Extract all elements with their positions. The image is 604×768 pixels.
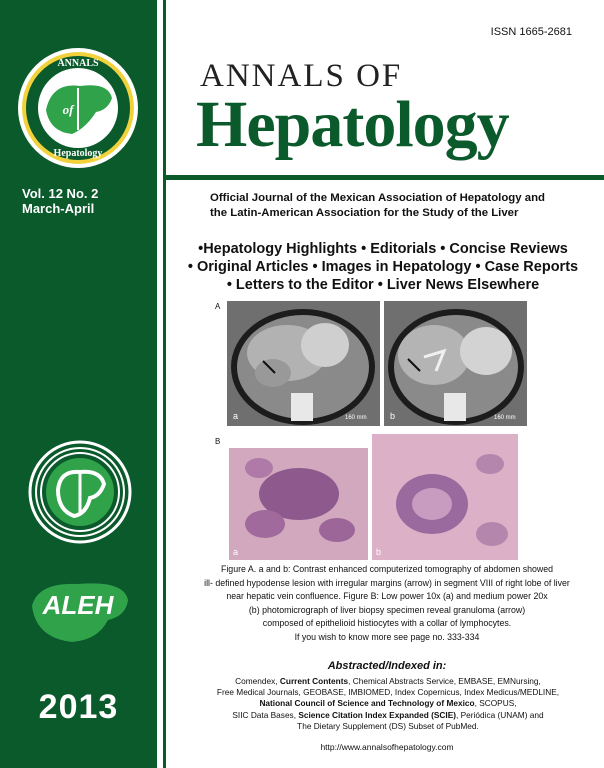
sidebar-rule: [163, 0, 166, 768]
indexing-line: Free Medical Journals, GEOBASE, IMBIOMED, Index Copernicus, Index Medicus/MEDLINE,: [216, 687, 560, 698]
figure-caption: [178, 563, 596, 644]
figure-b-label: B: [215, 437, 221, 446]
journal-url-link[interactable]: http://www.annalsofhepatology.com: [320, 742, 454, 752]
ct-scan-image-b: [384, 301, 527, 426]
section-list: [178, 240, 588, 294]
histology-image-b: [372, 434, 518, 560]
title-rule: [166, 175, 604, 180]
issue-volume-block: [22, 186, 98, 216]
ct-a-letter: a: [233, 411, 239, 421]
ct-b-letter: b: [390, 411, 396, 421]
journal-title: Hepatology: [196, 88, 509, 161]
hist-b-letter: b: [376, 547, 382, 557]
issue-period: March-April: [22, 201, 95, 216]
subtitle-line: Official Journal of the Mexican Association of Hepatology and: [210, 192, 546, 204]
caption-line: composed of epithelioid histiocytes with a collar of lymphocytes.: [262, 618, 512, 628]
subtitle-line: the Latin-American Association for the Study of the Liver: [210, 207, 519, 219]
caption-line: (b) photomicrograph of liver biopsy specimen reveal granuloma (arrow): [248, 604, 526, 615]
caption-line: ill- defined hypodense lesion with irregular margins (arrow) in segment VIII of right lobe of liver: [204, 577, 570, 588]
issn: ISSN 1665-2681: [490, 26, 572, 38]
ct-a-scale: 160 mm: [345, 415, 367, 421]
journal-subtitle: [210, 191, 590, 221]
indexing-line: The Dietary Supplement (DS) Subset of PubMed.: [297, 720, 479, 731]
figure-a-label: A: [215, 302, 221, 311]
issue-year: 2013: [38, 688, 119, 726]
aleh-logo-text: ALEH: [42, 590, 114, 620]
caption-line: near hepatic vein confluence. Figure B: Low power 10x (a) and medium power 20x: [226, 591, 548, 601]
ct-scan-image-a: [227, 301, 380, 426]
logo-top-text: ANNALS: [57, 58, 99, 69]
logo-middle-text: of: [62, 102, 74, 117]
association-logo-icon: [28, 440, 132, 544]
indexing-heading: Abstracted/Indexed in:: [327, 660, 447, 672]
histology-image-a: [229, 434, 368, 560]
indexing-line: SIIC Data Bases, Science Citation Index Expanded (SCIE), Periódica (UNAM) and: [232, 709, 544, 720]
section-line: •Hepatology Highlights • Editorials • Concise Reviews: [198, 241, 568, 257]
indexing-line: Comendex, Current Contents, Chemical Abstracts Service, EMBASE, EMNursing,: [235, 676, 541, 686]
caption-line: If you wish to know more see page no. 333-334: [294, 631, 480, 642]
section-line: • Original Articles • Images in Hepatology • Case Reports: [187, 259, 579, 275]
journal-logo: [16, 46, 140, 170]
indexing-line: National Council of Science and Technology of Mexico, SCOPUS,: [259, 698, 517, 709]
aleh-logo-icon: [28, 576, 132, 646]
indexing-list: [174, 676, 602, 732]
hist-a-letter: a: [233, 547, 239, 557]
issue-volume: Vol. 12 No. 2: [22, 186, 99, 201]
journal-title-prefix: ANNALS OF: [200, 58, 403, 94]
section-line: • Letters to the Editor • Liver News Elsewhere: [226, 277, 540, 293]
ct-b-scale: 160 mm: [494, 415, 516, 421]
logo-bottom-text: Hepatology: [53, 148, 103, 159]
caption-line: Figure A. a and b: Contrast enhanced computerized tomography of abdomen showed: [220, 564, 554, 574]
